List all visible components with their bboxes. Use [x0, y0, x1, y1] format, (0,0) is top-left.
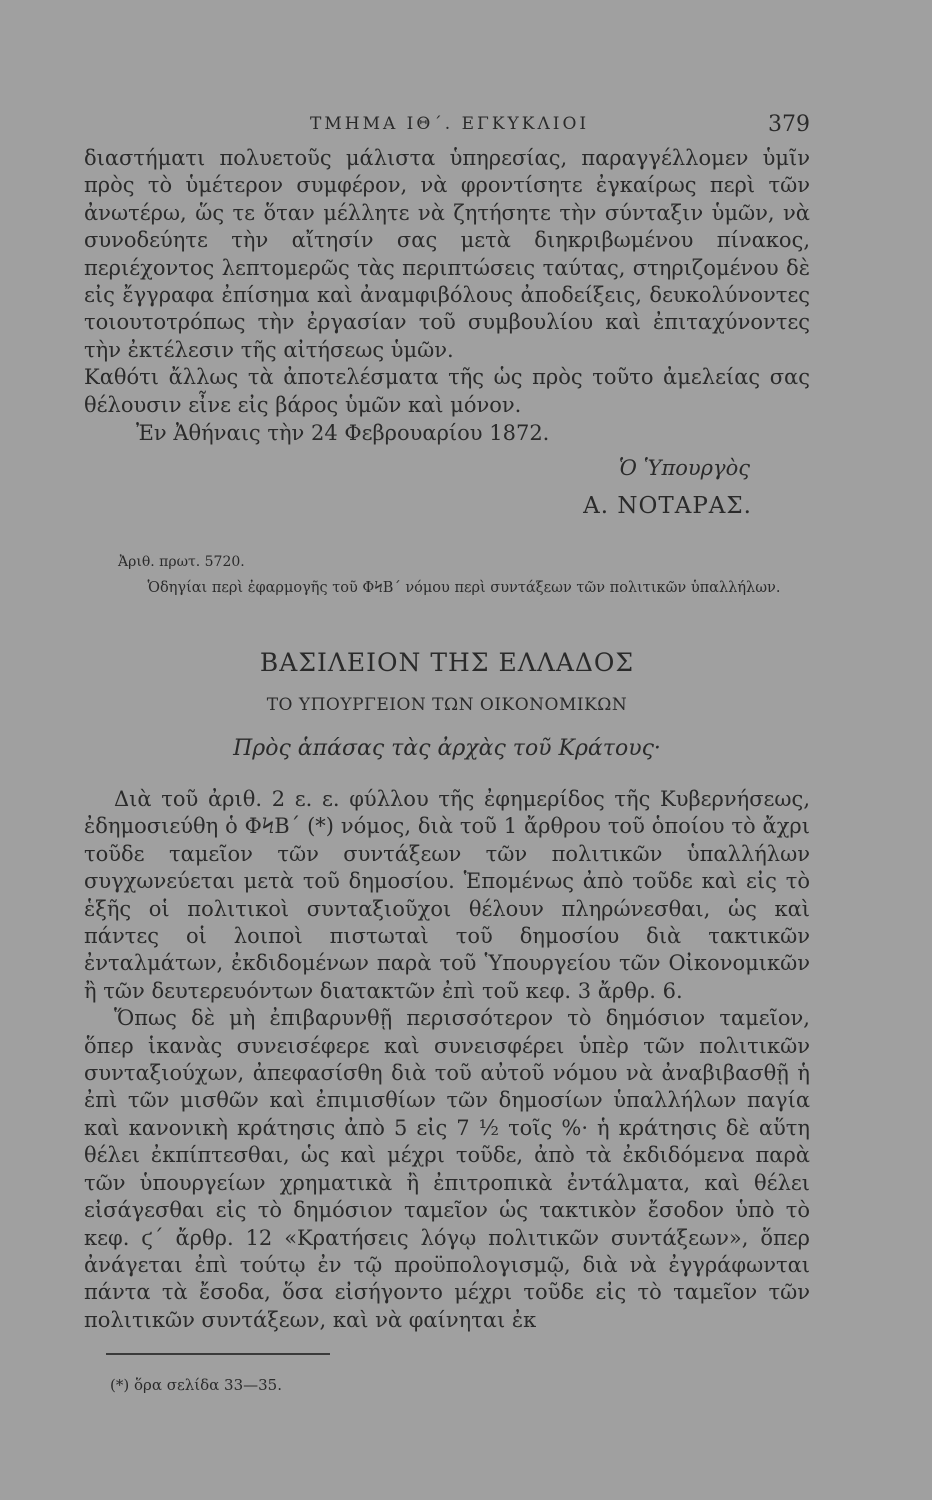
ministry-heading: ΤΟ ΥΠΟΥΡΓΕΙΟΝ ΤΩΝ ΟΙΚΟΝΟΜΙΚΩΝ: [266, 695, 628, 715]
footnote-rule: [106, 1353, 330, 1355]
signature-title: Ὁ Ὑπουργὸς: [618, 456, 750, 480]
reference-subject: Ὁδηγίαι περὶ ἐφαρμογῆς τοῦ ΦϞΒ΄ νόμου περὶ συντάξεων τῶν πολιτικῶν ὑπαλλήλων.: [147, 580, 781, 596]
dateline: Ἐν Ἀθήναις τὴν 24 Φεβρουαρίου 1872.: [136, 421, 550, 445]
running-title: ΤΜΗΜΑ ΙΘ΄. ΕΓΚΥΚΛΙΟΙ: [310, 114, 590, 134]
reference-number: Ἀριθ. πρωτ. 5720.: [118, 554, 245, 570]
footnote: (*) ὅρα σελίδα 33—35.: [110, 1376, 282, 1394]
circular-body: [84, 786, 810, 1334]
paragraph: Καθότι ἄλλως τὰ ἀποτελέσματα τῆς ὡς πρὸς τοῦτο ἀμελείας σας θέλουσιν εἶνε εἰς βάρος ὑμῶν καὶ μόνον.: [84, 365, 810, 417]
paragraph: Διὰ τοῦ ἀριθ. 2 ε. ε. φύλλου τῆς ἐφημερίδος τῆς Κυβερνήσεως, ἐδημοσιεύθη ὁ ΦϞΒ΄ (*) νόμος, διὰ τοῦ 1 ἄρθρου τοῦ ὁποίου τὸ ἄχρι τοῦδε ταμεῖον τῶν συντάξεων τῶν πολιτικῶν ὑπαλλήλων συγχωνεύεται μετὰ τοῦ δημοσίου. Ἑπομένως ἀπὸ τοῦδε καὶ εἰς τὸ ἑξῆς οἱ πολιτικοὶ συνταξιοῦχοι θέλουν πληρώνεσθαι, ὡς καὶ πάντες οἱ λοιποὶ πιστωταὶ τοῦ δημοσίου διὰ τακτικῶν ἐνταλμάτων, ἐκδιδομένων παρὰ τοῦ Ὑπουργείου τῶν Οἰκονομικῶν ἢ τῶν δευτερευόντων διατακτῶν ἐπὶ τοῦ κεφ. 3 ἄρθρ. 6.: [84, 787, 810, 1003]
kingdom-heading: ΒΑΣΙΛΕΙΟΝ ΤΗΣ ΕΛΛΑΔΟΣ: [259, 648, 635, 677]
page-header: [84, 112, 810, 138]
page-number: 379: [768, 112, 810, 137]
paragraph: διαστήματι πολυετοῦς μάλιστα ὑπηρεσίας, παραγγέλλομεν ὑμῖν πρὸς τὸ ὑμέτερον συμφέρον, νὰ φροντίσητε ἐγκαίρως περὶ τῶν ἀνωτέρω, ὥς τε ὅταν μέλλητε νὰ ζητήσητε τὴν σύνταξιν ὑμῶν, νὰ συνοδεύητε τὴν αἴτησίν σας μετὰ διηκριβωμένου πίνακος, περιέχοντος λεπτομερῶς τὰς περιπτώσεις ταύτας, στηριζομένου δὲ εἰς ἔγγραφα ἐπίσημα καὶ ἀναμφιβόλους ἀποδείξεις, δευκολύνοντες τοιουτοτρόπως τὴν ἐργασίαν τοῦ συμβουλίου καὶ ἐπιταχύνοντες τὴν ἐκτέλεσιν τῆς αἰτήσεως ὑμῶν.: [84, 146, 810, 362]
paragraph: Ὅπως δὲ μὴ ἐπιβαρυνθῇ περισσότερον τὸ δημόσιον ταμεῖον, ὅπερ ἱκανὰς συνεισέφερε καὶ συνεισφέρει ὑπὲρ τῶν πολιτικῶν συνταξιούχων, ἀπεφασίσθη διὰ τοῦ αὐτοῦ νόμου νὰ ἀναβιβασθῇ ἡ ἐπὶ τῶν μισθῶν καὶ ἐπιμισθίων τῶν δημοσίων ὑπαλλήλων παγία καὶ κανονικὴ κράτησις ἀπὸ 5 εἰς 7 ½ τοῖς %· ἡ κράτησις δὲ αὕτη θέλει ἐκπίπτεσθαι, ὡς καὶ μέχρι τοῦδε, ἀπὸ τὰ ἐκδιδόμενα παρὰ τῶν ὑπουργείων χρηματικὰ ἢ ἐπιτροπικὰ ἐντάλματα, καὶ θέλει εἰσάγεσθαι εἰς τὸ δημόσιον ταμεῖον ὡς τακτικὸν ἔσοδον ὑπὸ τὸ κεφ. ϛ΄ ἄρθρ. 12 «Κρατήσεις λόγῳ πολιτικῶν συντάξεων», ὅπερ ἀνάγεται ἐπὶ τούτῳ ἐν τῷ προϋπολογισμῷ, διὰ νὰ ἐγγράφωνται πάντα τὰ ἔσοδα, ὅσα εἰσήγοντο μέχρι τοῦδε εἰς τὸ ταμεῖον τῶν πολιτικῶν συντάξεων, καὶ νὰ φαίνηται ἐκ: [84, 1006, 810, 1332]
signature-name: Α. ΝΟΤΑΡΑΣ.: [583, 493, 752, 519]
addressee: Πρὸς ἁπάσας τὰς ἀρχὰς τοῦ Κράτους·: [233, 736, 661, 761]
continued-text: [84, 145, 810, 419]
